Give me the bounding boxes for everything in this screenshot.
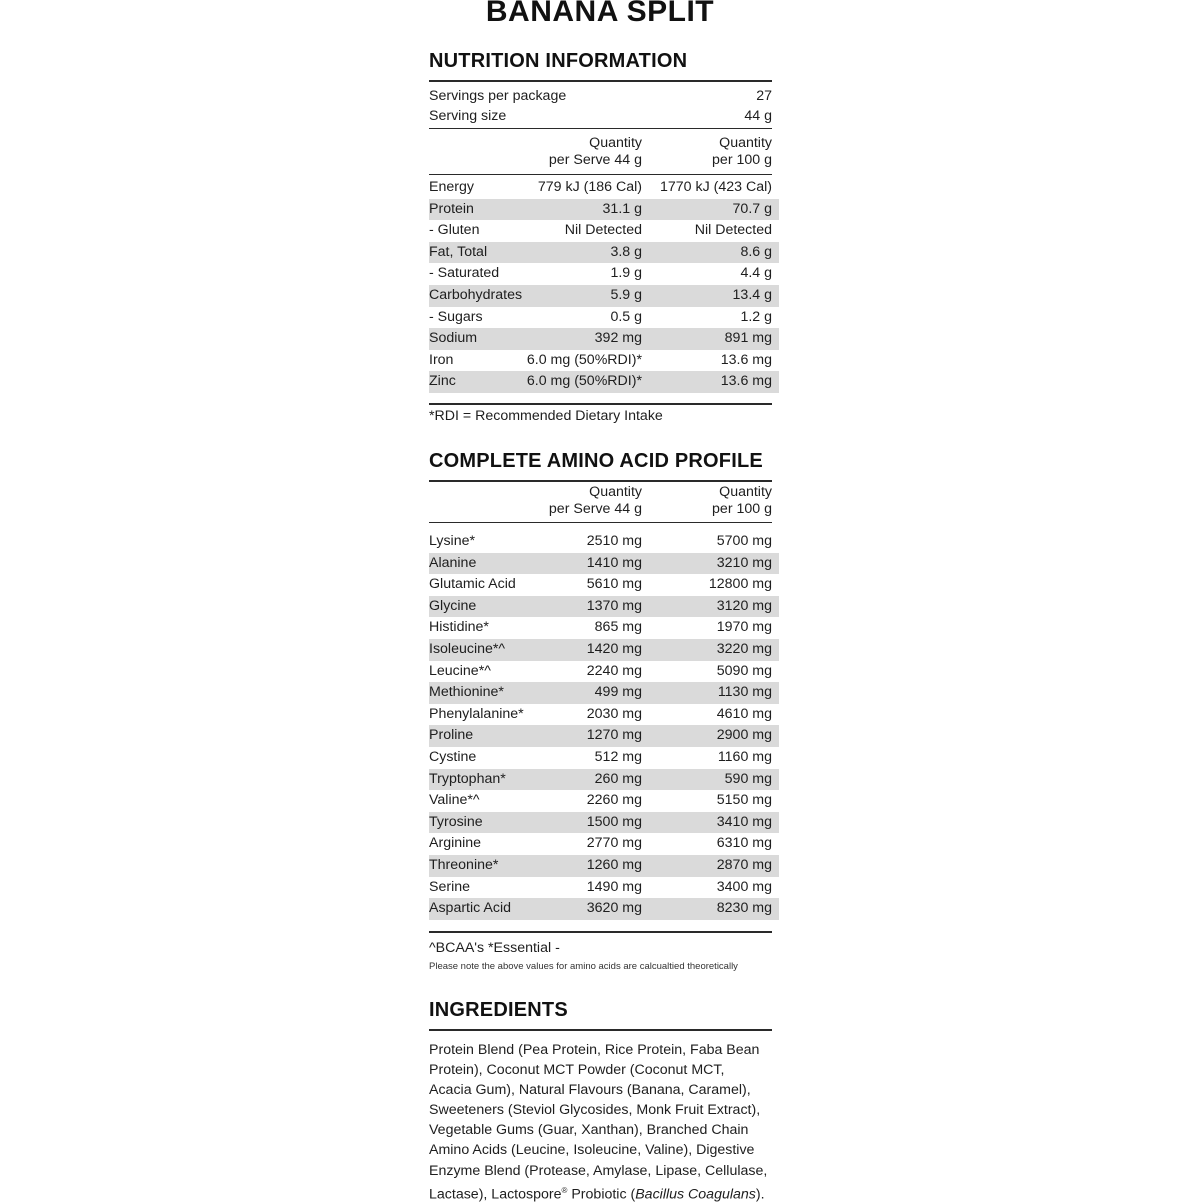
amino-row-per-serve: 1500 mg [586,813,642,830]
nutrition-row-per-serve: 1.9 g [610,265,642,282]
amino-row-per-serve: 2770 mg [586,835,642,852]
amino-col2-header [622,484,772,518]
nutrition-row-label: - Gluten [429,222,480,239]
amino-row-per-serve: 1410 mg [586,554,642,571]
amino-row-label: Glutamic Acid [429,576,516,593]
nutrition-row-per-100g: 4.4 g [740,265,772,282]
ingredients-probiotic: Probiotic ( [567,1186,636,1203]
amino-row-per-100g: 12800 mg [708,576,772,593]
amino-row-label: Histidine* [429,619,489,636]
amino-row-per-serve: 1270 mg [586,727,642,744]
ingredients-rule [429,1029,772,1031]
nutrition-row [429,220,779,242]
amino-row-label: Cystine [429,748,477,765]
amino-row-per-100g: 5150 mg [716,792,772,809]
amino-row-per-100g: 3120 mg [716,597,772,614]
nutrition-row-per-serve: 3.8 g [610,243,642,260]
nutrition-row-per-100g: 1.2 g [740,308,772,325]
nutrition-bottom-rule [429,403,772,405]
amino-row-label: Glycine [429,597,477,614]
nutrition-table [429,177,779,393]
amino-col2-line2: per 100 g [712,501,772,517]
amino-row-per-serve: 2510 mg [586,533,642,549]
amino-row [429,790,779,812]
amino-row-per-serve: 1260 mg [586,856,642,873]
amino-col1-header [492,484,642,518]
amino-row-label: Tyrosine [429,813,483,830]
nutrition-row-per-100g: Nil Detected [694,222,772,239]
amino-row [429,661,779,683]
nutrition-col1-line2: per Serve 44 g [548,152,642,168]
amino-row [429,833,779,855]
amino-row-per-serve: 260 mg [594,770,642,787]
amino-row [429,617,779,639]
nutrition-row-label: Fat, Total [429,243,488,260]
amino-row-label: Alanine [429,554,477,571]
amino-row [429,769,779,791]
amino-row [429,596,779,618]
nutrition-col2-header [622,135,772,169]
amino-row-per-serve: 5610 mg [586,576,642,593]
amino-row-per-100g: 3210 mg [716,554,772,571]
amino-row [429,574,779,596]
rdi-footnote: *RDI = Recommended Dietary Intake [429,408,663,424]
amino-row-per-serve: 2240 mg [586,662,642,679]
amino-row-label: Methionine* [429,684,504,701]
nutrition-row-label: Energy [429,179,474,195]
amino-row [429,531,779,553]
nutrition-row [429,307,779,329]
serving-size-value: 44 g [744,108,772,124]
amino-row-per-serve: 1370 mg [586,597,642,614]
ingredients-end: ). [755,1186,765,1203]
nutrition-row-per-serve: 779 kJ (186 Cal) [537,179,642,195]
servings-label: Servings per package [429,88,567,104]
amino-row-per-100g: 590 mg [724,770,772,787]
nutrition-row-per-serve: 392 mg [594,330,642,347]
amino-row-label: Phenylalanine* [429,705,524,722]
nutrition-row-per-100g: 13.6 mg [720,373,772,390]
nutrition-row-per-serve: 6.0 mg (50%RDI)* [526,351,642,368]
amino-row [429,704,779,726]
amino-row-per-100g: 2870 mg [716,856,772,873]
amino-row-per-100g: 1160 mg [717,748,772,765]
amino-row-label: Threonine* [429,856,499,873]
serving-size-label: Serving size [429,108,507,124]
nutrition-row-label: Protein [429,200,474,217]
nutrition-row-per-100g: 891 mg [724,330,772,347]
amino-row-label: Tryptophan* [429,770,506,787]
servings-row [429,86,772,106]
nutrition-col1-header [492,135,642,169]
nutrition-row-per-100g: 13.6 mg [720,351,772,368]
ingredients-strain: Bacillus Coagulans [635,1186,756,1203]
amino-row-label: Isoleucine*^ [429,640,506,657]
ingredients-heading: INGREDIENTS [429,999,568,1021]
nutrition-top-rule [429,80,772,82]
amino-row-per-serve: 512 mg [594,748,642,765]
amino-row-label: Valine*^ [429,792,480,809]
amino-row-label: Arginine [429,835,482,852]
nutrition-row [429,350,779,372]
amino-row-label: Aspartic Acid [429,900,512,917]
nutrition-row-per-100g: 1770 kJ (423 Cal) [660,179,772,195]
nutrition-row [429,199,779,221]
nutrition-row [429,371,779,393]
amino-row-per-100g: 6310 mg [716,835,772,852]
amino-row [429,898,779,920]
ingredients-main: Protein Blend (Pea Protein, Rice Protein, Faba Bean Protein), Coconut MCT Powder (Coconut MCT, Acacia Gum), Natural Flavours (Banana, Caramel), Sweeteners (Steviol Glycosides, Monk Fruit Extract), Vegetable Gums (Guar, Xanthan), Branched Chain Amino Acids (Leucine, Isoleucine, Valine), Digestive Enzyme Blend (Protease, Amylase, Lipase, Cellulase, Lactase), Lactospore [429,1042,768,1203]
amino-row [429,639,779,661]
nutrition-row-label: Zinc [429,373,456,390]
nutrition-row [429,242,779,264]
amino-heading: COMPLETE AMINO ACID PROFILE [429,450,763,472]
amino-row-per-serve: 1490 mg [586,878,642,895]
amino-top-rule [429,480,772,482]
product-title: BANANA SPLIT [485,0,715,28]
amino-row [429,747,779,769]
nutrition-header-rule [429,174,772,175]
nutrition-row [429,177,779,199]
amino-bottom-rule [429,931,772,933]
amino-col1-line1: Quantity [589,484,642,500]
nutrition-row-label: Carbohydrates [429,286,523,303]
nutrition-row-per-100g: 13.4 g [732,286,772,303]
amino-row [429,877,779,899]
amino-col2-line1: Quantity [719,484,772,500]
nutrition-row-label: Sodium [429,330,478,347]
amino-row [429,725,779,747]
amino-row-per-serve: 1420 mg [586,640,642,657]
nutrition-row-label: - Sugars [429,308,483,325]
nutrition-row-label: - Saturated [429,265,500,282]
amino-row-per-100g: 5700 mg [716,533,772,549]
nutrition-row-per-100g: 8.6 g [740,243,772,260]
nutrition-row-label: Iron [429,351,454,368]
amino-row-label: Proline [429,727,474,744]
amino-row-label: Serine [429,878,471,895]
amino-row-per-serve: 865 mg [594,619,642,636]
amino-row [429,682,779,704]
amino-row-per-100g: 1130 mg [717,684,772,701]
nutrition-heading: NUTRITION INFORMATION [429,50,688,72]
amino-row-per-serve: 2030 mg [586,705,642,722]
amino-row-per-100g: 4610 mg [716,705,772,722]
amino-col1-line2: per Serve 44 g [548,501,642,517]
amino-row [429,812,779,834]
nutrition-row [429,328,779,350]
nutrition-row [429,263,779,285]
amino-row-per-serve: 2260 mg [586,792,642,809]
bcaa-footnote: ^BCAA's *Essential - [429,940,560,956]
amino-row-per-100g: 2900 mg [716,727,772,744]
amino-row-label: Lysine* [429,533,476,549]
amino-row-per-100g: 5090 mg [716,662,772,679]
serving-size-row [429,106,772,126]
nutrition-meta-rule [429,128,772,129]
amino-row-per-serve: 3620 mg [586,900,642,917]
registered-mark: ® [561,1185,568,1195]
amino-row-per-100g: 3400 mg [716,878,772,895]
amino-row [429,553,779,575]
amino-row-per-100g: 8230 mg [716,900,772,917]
nutrition-col2-line1: Quantity [719,135,772,151]
nutrition-row-per-serve: 5.9 g [610,286,642,303]
amino-row-per-100g: 3220 mg [716,640,772,657]
nutrition-col1-line1: Quantity [589,135,642,151]
nutrition-row-per-serve: Nil Detected [564,222,642,239]
amino-row-per-100g: 3410 mg [716,813,772,830]
ingredients-text [429,1040,789,1204]
amino-row-per-100g: 1970 mg [716,619,772,636]
amino-disclaimer: Please note the above values for amino acids are calcualtied theoretically [429,961,738,972]
nutrition-col2-line2: per 100 g [712,152,772,168]
nutrition-row-per-serve: 0.5 g [610,308,642,325]
amino-header-rule [429,522,772,523]
nutrition-row-per-100g: 70.7 g [732,200,772,217]
servings-value: 27 [756,88,772,104]
nutrition-row-per-serve: 31.1 g [602,200,642,217]
amino-table [429,531,779,920]
amino-row [429,855,779,877]
nutrition-row [429,285,779,307]
amino-row-label: Leucine*^ [429,662,491,679]
amino-row-per-serve: 499 mg [594,684,642,701]
nutrition-row-per-serve: 6.0 mg (50%RDI)* [526,373,642,390]
